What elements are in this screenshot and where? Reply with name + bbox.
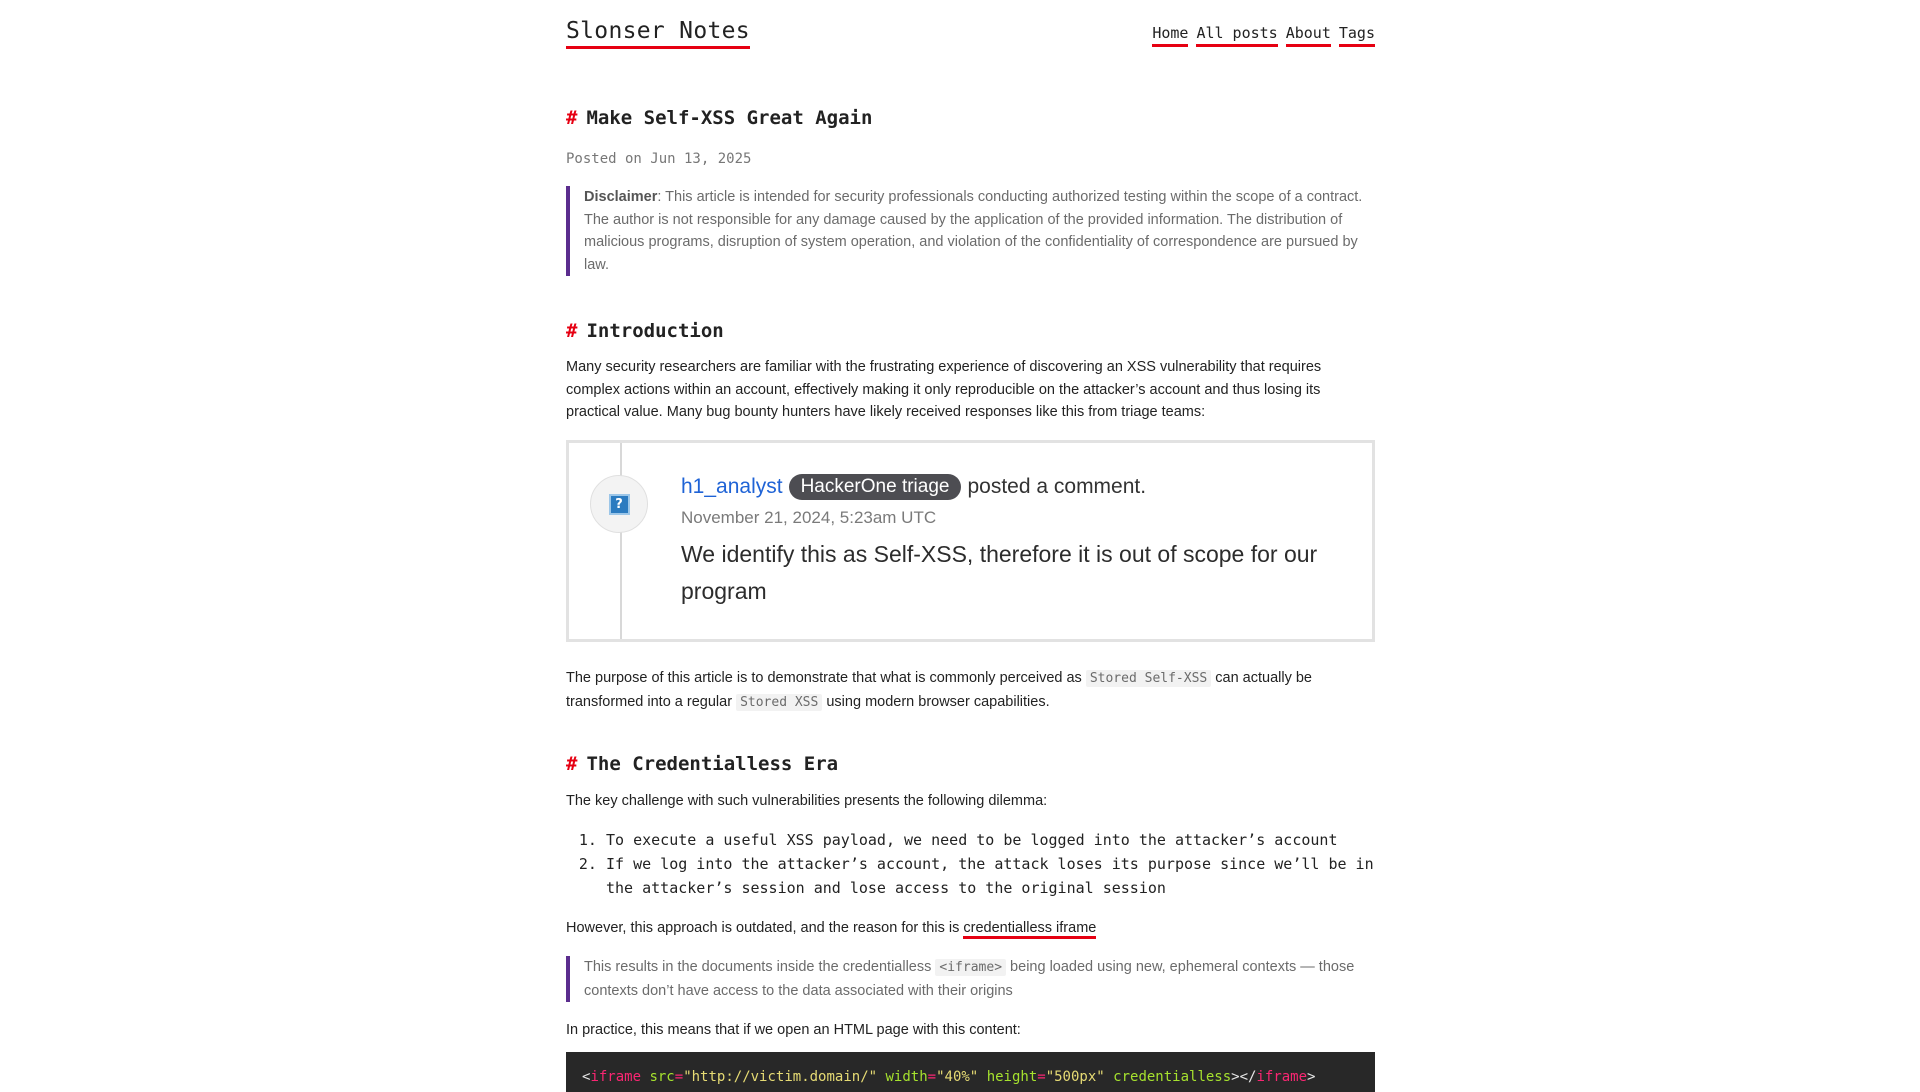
credentialless-note-blockquote (566, 956, 1375, 1002)
purpose-text: The purpose of this article is to demonstrate that what is commonly perceived as (566, 670, 1086, 686)
note-text: This results in the documents inside the credentialless (584, 959, 936, 975)
heading-hash-icon: # (566, 320, 578, 342)
code-token: iframe (1256, 1069, 1308, 1085)
practice-paragraph: In practice, this means that if we open an HTML page with this content: (566, 1022, 1021, 1038)
comment-header (681, 474, 1146, 500)
code-token: "http://victim.domain/" (683, 1069, 878, 1085)
credentialless-iframe-link[interactable]: credentialless iframe (963, 920, 1096, 939)
site-header (566, 0, 1375, 72)
post-date: Posted on Jun 13, 2025 (566, 151, 752, 167)
note-text: being loaded using new, ephemeral contexts — those contexts don’t have access to the data associated with their origins (584, 959, 1355, 999)
code-token: ></ (1231, 1069, 1257, 1085)
post-title-text: Make Self-XSS Great Again (586, 107, 873, 129)
code-token: iframe (590, 1069, 642, 1085)
nav-home[interactable]: Home (1152, 24, 1188, 47)
code-token: width (885, 1069, 928, 1085)
page-container (566, 0, 1375, 1085)
timeline-line (620, 443, 622, 639)
code-token: "40%" (936, 1069, 979, 1085)
nav-about[interactable]: About (1286, 24, 1331, 47)
purpose-paragraph (566, 667, 1371, 714)
dilemma-list-container (566, 828, 1375, 900)
code-token: height (986, 1069, 1038, 1085)
inline-code: Stored XSS (736, 694, 822, 711)
section-heading-credentialless (566, 753, 838, 775)
purpose-text: using modern browser capabilities. (822, 693, 1050, 710)
inline-code: <iframe> (935, 959, 1006, 976)
intro-paragraph: Many security researchers are familiar with the frustrating experience of discovering an XSS vulnerability that requires complex actions within an account, effectively making it only reproducible on the attacker’s account and thus losing its practical value. Many bug bounty hunters have likely received responses like this from triage teams: (566, 359, 1322, 420)
however-paragraph (566, 917, 1096, 940)
triage-badge: HackerOne triage (789, 474, 962, 500)
code-token: > (1307, 1069, 1316, 1085)
comment-date: November 21, 2024, 5:23am UTC (681, 508, 937, 527)
however-text: However, this approach is outdated, and the reason for this is (566, 920, 964, 936)
list-item: 1. To execute a useful XSS payload, we need to be logged into the attacker’s account (606, 828, 1375, 852)
comment-text: We identify this as Self-XSS, therefore it is out of scope for our program (681, 541, 1318, 604)
inline-code: Stored Self-XSS (1086, 670, 1211, 687)
code-token: < (582, 1069, 591, 1085)
code-token: "500px" (1045, 1069, 1105, 1085)
heading-hash-icon: # (566, 753, 578, 775)
purpose-text: can actually be transformed into a regular (566, 670, 1312, 710)
site-title-link[interactable]: Slonser Notes (566, 18, 750, 49)
comment-username: h1_analyst (681, 475, 783, 498)
dilemma-paragraph: The key challenge with such vulnerabilities presents the following dilemma: (566, 793, 1048, 809)
nav-tags[interactable]: Tags (1339, 24, 1375, 47)
section-heading-text: The Credentialless Era (586, 753, 839, 775)
list-item: 2. If we log into the attacker’s account, the attack loses its purpose since we’ll be in the attacker’s session and lose access to the original session (606, 852, 1375, 900)
code-token: credentialless (1113, 1069, 1232, 1085)
code-token: src (649, 1069, 675, 1085)
section-heading-text: Introduction (586, 320, 724, 342)
question-mark-icon: ? (609, 494, 630, 515)
section-heading-introduction (566, 320, 724, 342)
avatar (590, 475, 648, 533)
code-token: = (1037, 1069, 1046, 1085)
disclaimer-label: Disclaimer (584, 189, 658, 205)
main-nav (1152, 24, 1375, 47)
disclaimer-blockquote (566, 186, 1375, 276)
nav-all-posts[interactable]: All posts (1196, 24, 1277, 47)
code-token: = (927, 1069, 937, 1085)
comment-action: posted a comment. (967, 475, 1147, 498)
dilemma-list (566, 828, 1375, 900)
code-block (566, 1052, 1375, 1092)
hackerone-comment-screenshot (566, 440, 1375, 642)
code-token: = (674, 1069, 684, 1085)
disclaimer-text: : This article is intended for security professionals conducting authorized testing within the scope of a contract. The author is not responsible for any damage caused by the application of the provided information. The distribution of malicious programs, disruption of system operation, and violation of the confidentiality of correspondence are pursued by law. (584, 189, 1363, 273)
heading-hash-icon: # (566, 107, 578, 129)
post-title (566, 107, 872, 129)
